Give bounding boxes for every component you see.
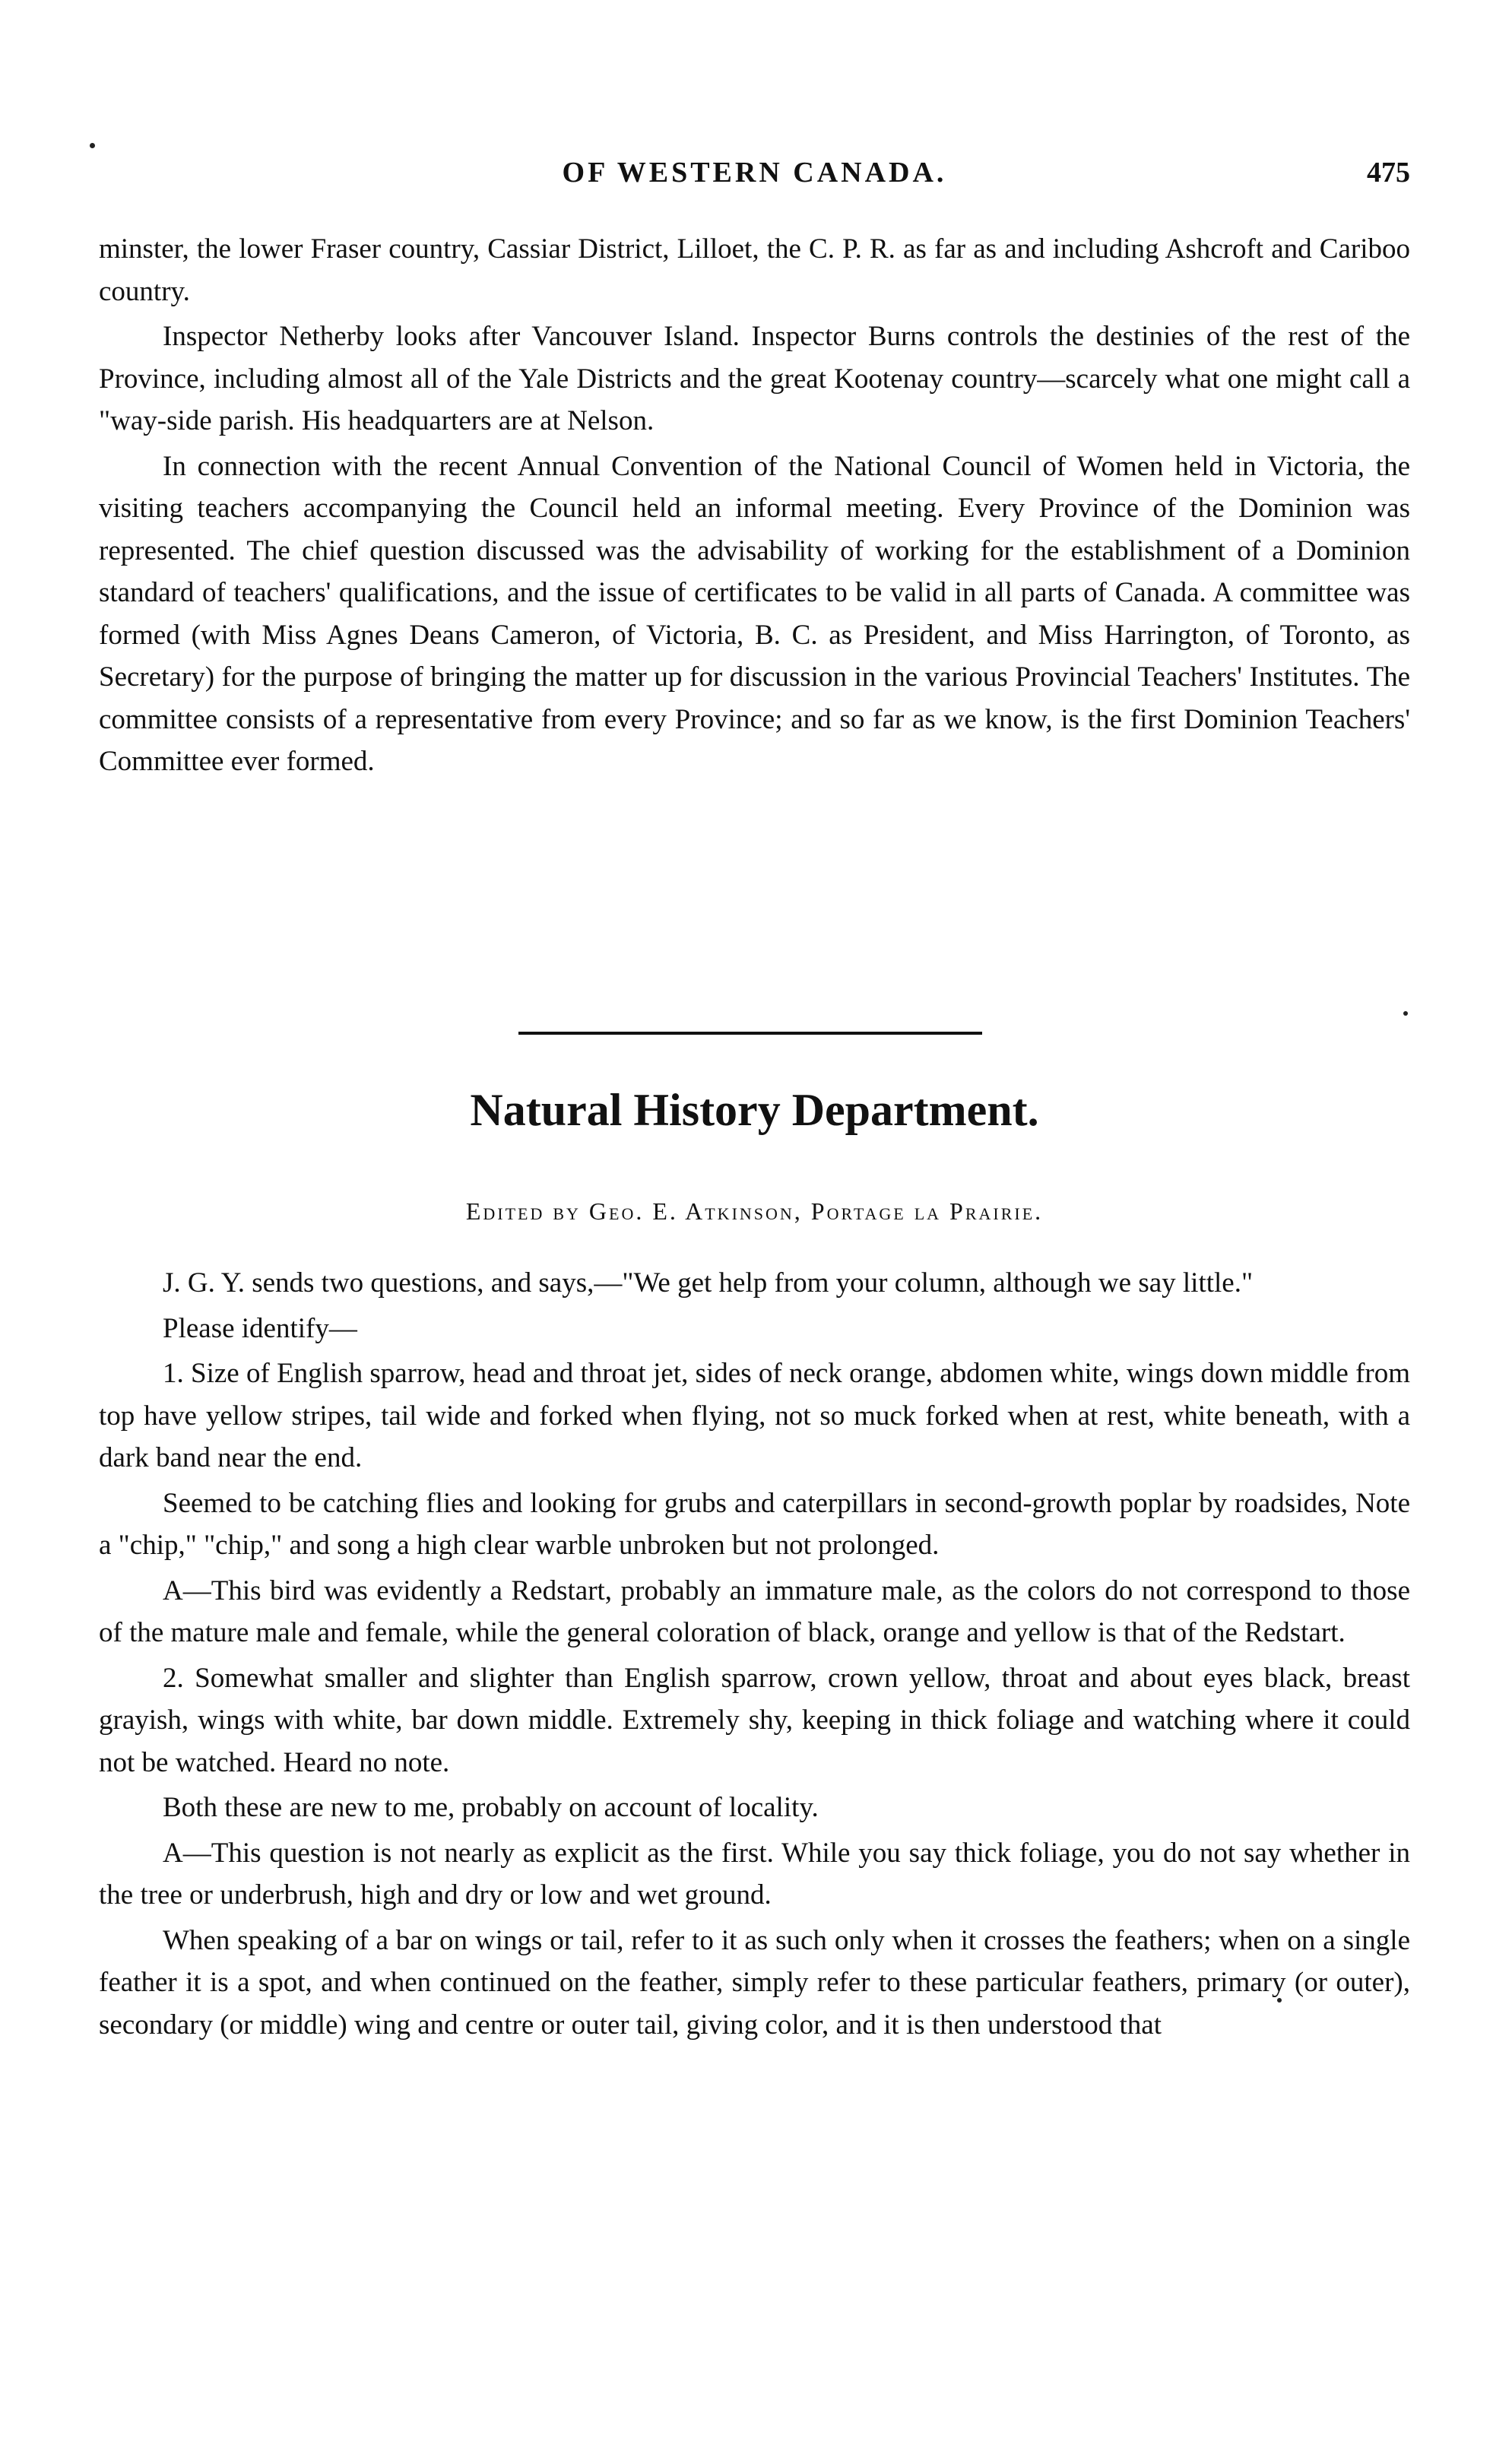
natural-history-column — [99, 1262, 1410, 2049]
paragraph: J. G. Y. sends two questions, and says,—"We get help from your column, although we say little." — [163, 1267, 1254, 1299]
paragraph: In connection with the recent Annual Convention of the National Council of Women held in Victoria, the visiting teachers accompanying the Council held an informal meeting. Every Province of the Dominion was represented. The chief question discussed was the advisability of working for the establishment of a Dominion standard of teachers' qualifications, and the issue of certificates to be valid in all parts of Canada. A committee was formed (with Miss Agnes Deans Cameron, of Victoria, B. C. as President, and Miss Harrington, of Toronto, as Secretary) for the purpose of bringing the matter up for discussion in the various Provincial Teachers' Institutes. The committee consists of a representative from every Province; and so far as we know, is the first Dominion Teachers' Committee ever formed. — [99, 450, 1410, 777]
paragraph: A—This bird was evidently a Redstart, probably an immature male, as the colors do not correspond to those of the mature male and female, while the general coloration of black, orange and yellow is that of the Redstart. — [99, 1574, 1410, 1648]
paragraph: Inspector Netherby looks after Vancouver Island. Inspector Burns controls the destinies of the rest of the Province, including almost all of the Yale Districts and the great Kootenay country—scarcely what one might call a "way-side parish. His headquarters are at Nelson. — [99, 321, 1410, 436]
running-head: OF WESTERN CANADA. — [562, 157, 947, 189]
paragraph: minster, the lower Fraser country, Cassiar District, Lilloet, the C. P. R. as far as and including Ashcroft and Cariboo country. — [99, 233, 1410, 307]
paragraph: When speaking of a bar on wings or tail, refer to it as such only when it crosses the feathers; when on a single feather it is a spot, and when continued on the feather, simply refer to these particular feathers, primary (or outer), secondary (or middle) wing and centre or outer tail, giving color, and it is then understood that — [99, 1924, 1410, 2041]
paragraph: 2. Somewhat smaller and slighter than English sparrow, crown yellow, throat and about eyes black, breast grayish, wings with white, bar down middle. Extremely shy, keeping in thick foliage and watching where it could not be watched. Heard no note. — [99, 1662, 1410, 1778]
paragraph: Seemed to be catching flies and looking for grubs and caterpillars in second-growth poplar by roadsides, Note a "chip," "chip," and song a high clear warble unbroken but not prolonged. — [99, 1487, 1410, 1561]
section-divider — [518, 1032, 982, 1035]
paragraph: Both these are new to me, probably on account of locality. — [163, 1792, 819, 1823]
paragraph: A—This question is not nearly as explicit as the first. While you say thick foliage, you do not say whether in the tree or underbrush, high and dry or low and wet ground. — [99, 1837, 1410, 1911]
article-continuation — [99, 228, 1410, 786]
paragraph: 1. Size of English sparrow, head and throat jet, sides of neck orange, abdomen white, wings down middle from top have yellow stripes, tail wide and forked when flying, not so muck forked when at rest, white beneath, with a dark band near the end. — [99, 1358, 1410, 1473]
page-header — [99, 156, 1410, 201]
section-byline: Edited by Geo. E. Atkinson, Portage la Prairie. — [465, 1197, 1044, 1225]
ink-speck — [90, 143, 95, 148]
page-number: 475 — [1367, 157, 1410, 189]
paragraph: Please identify— — [163, 1312, 357, 1344]
ink-speck — [1403, 1011, 1408, 1016]
section-title: Natural History Department. — [470, 1085, 1039, 1135]
